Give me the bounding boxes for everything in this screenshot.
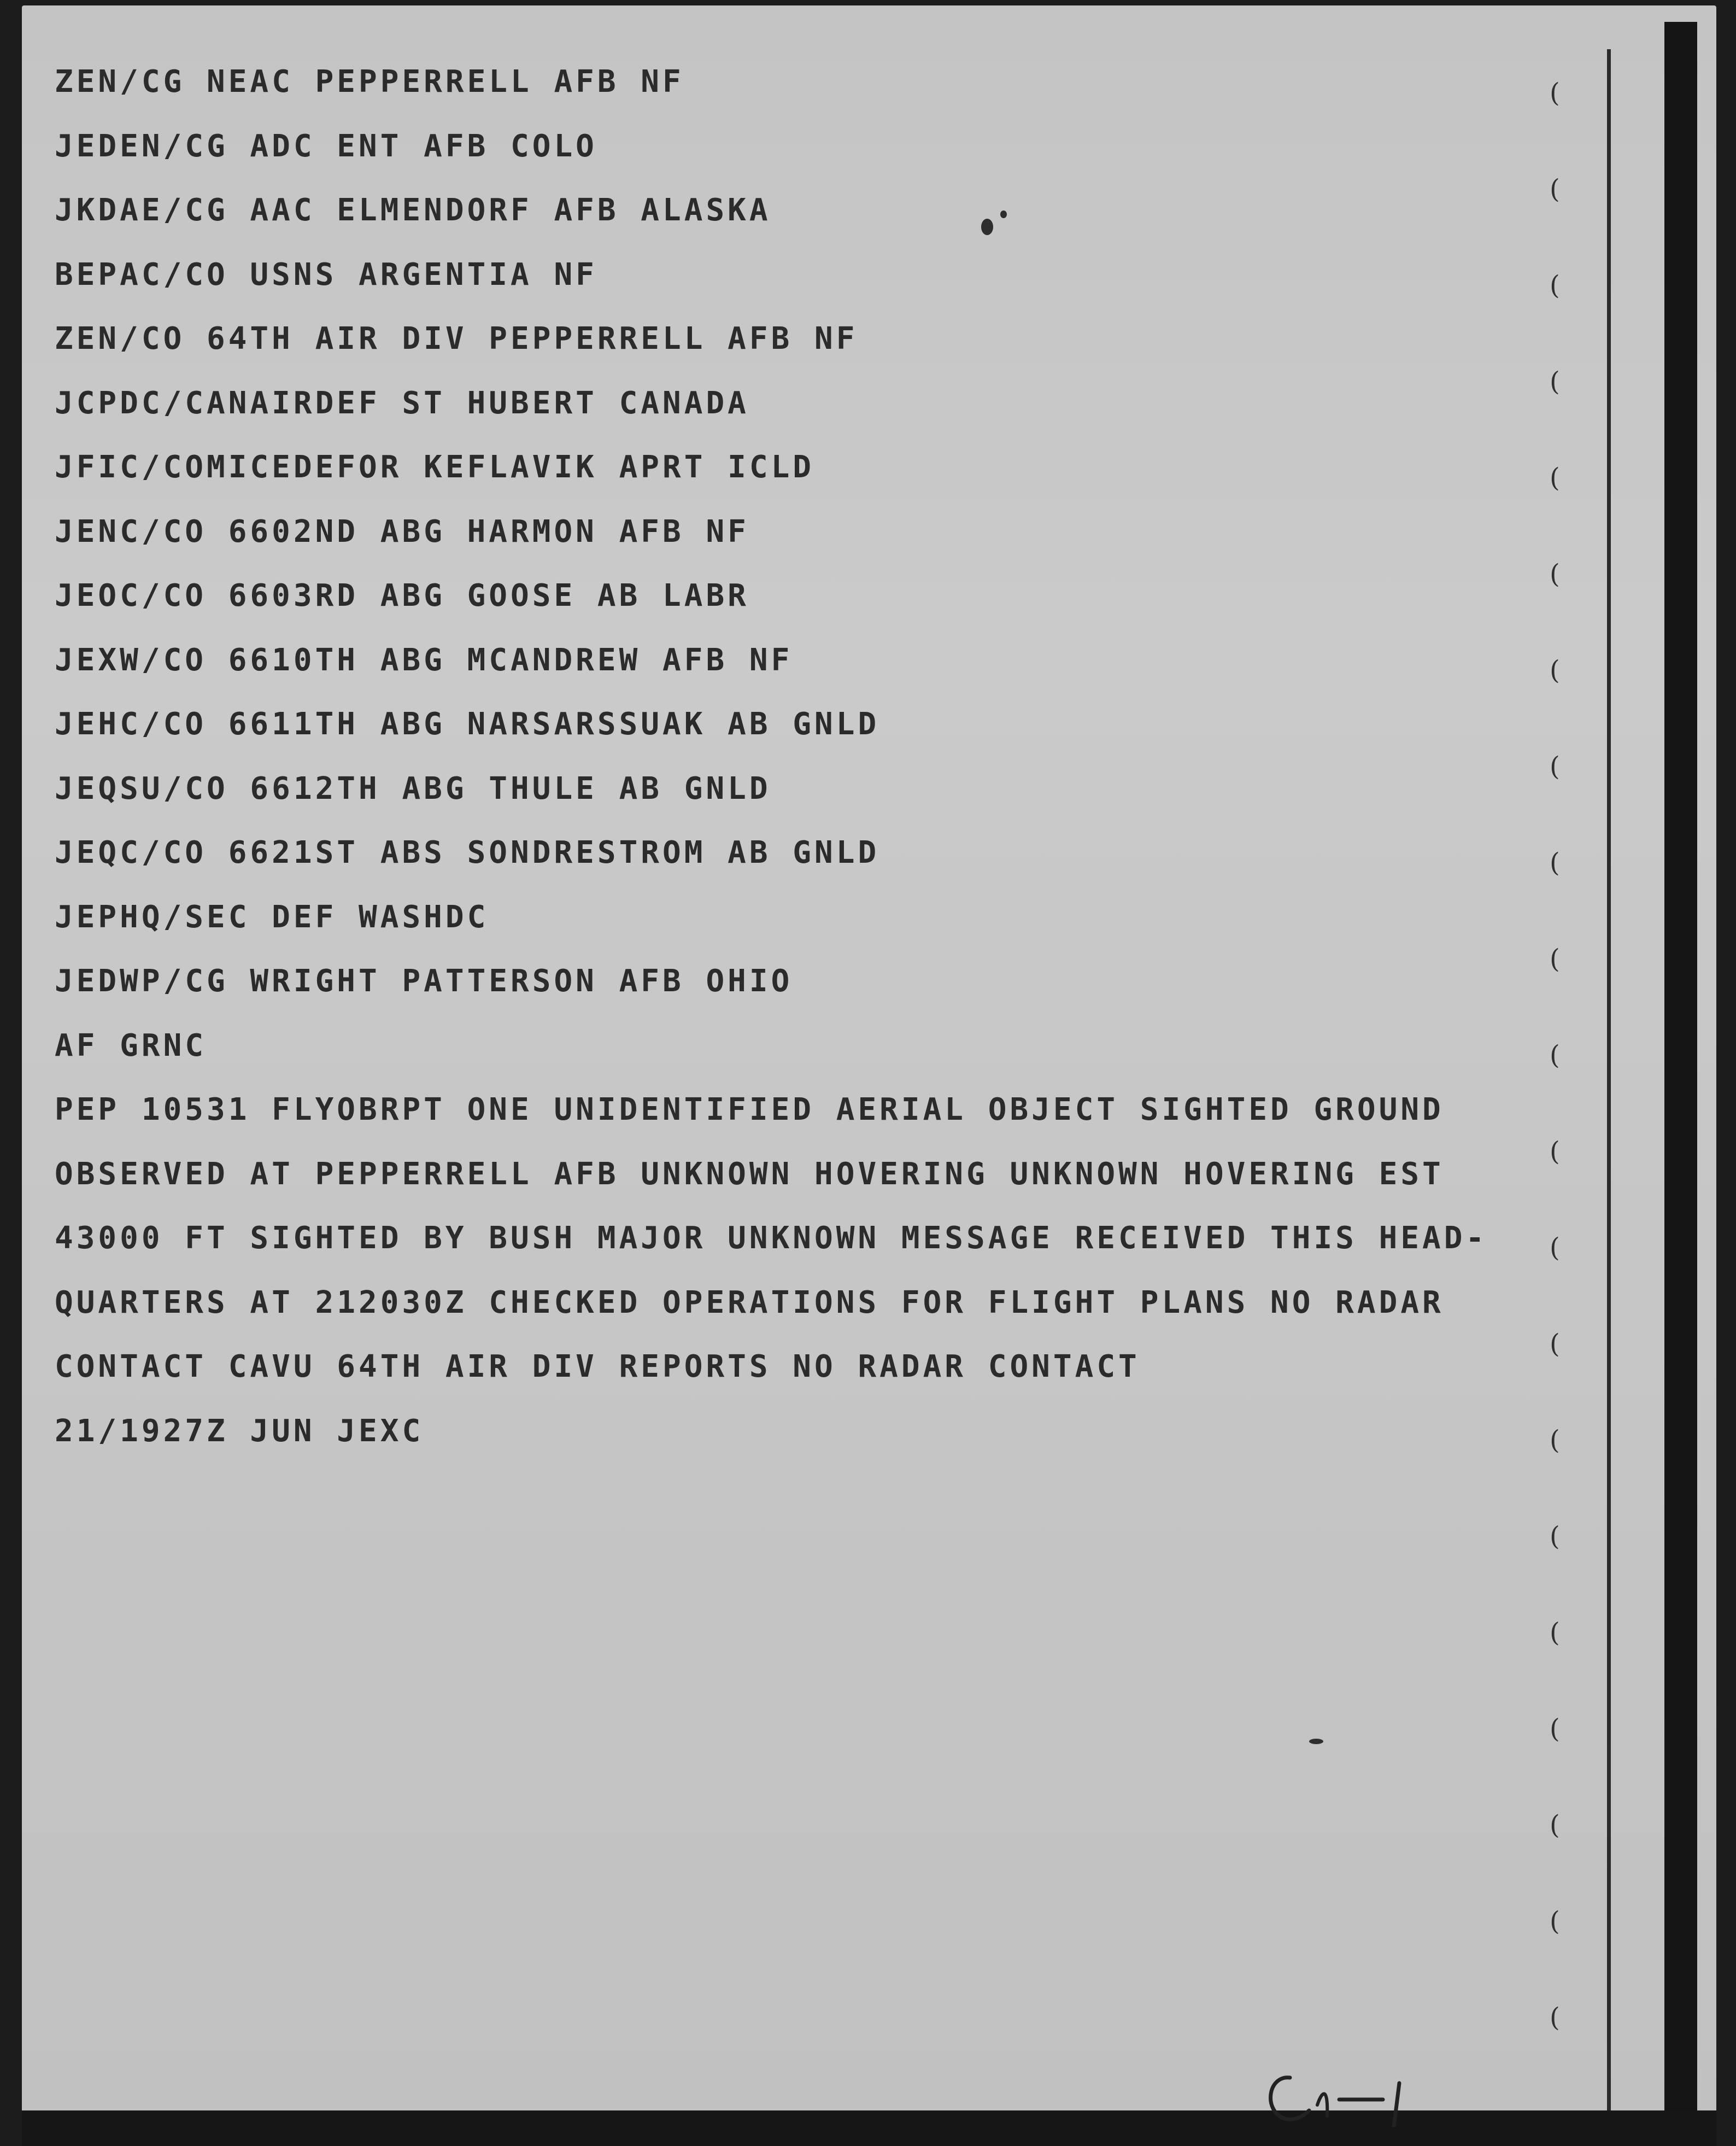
- address-line: JEOC/CO 6603RD ABG GOOSE AB LABR: [55, 578, 749, 613]
- message-body-line: CONTACT CAVU 64TH AIR DIV REPORTS NO RADAR CONTACT: [55, 1349, 1140, 1384]
- ink-smudge: [1000, 210, 1007, 218]
- margin-mark: (: [1550, 78, 1560, 108]
- date-time-group: 21/1927Z JUN JEXC: [55, 1413, 424, 1449]
- margin-mark: (: [1550, 1617, 1560, 1648]
- address-line: JENC/CO 6602ND ABG HARMON AFB NF: [55, 513, 749, 549]
- margin-mark: (: [1550, 751, 1560, 782]
- address-line: AF GRNC: [55, 1027, 207, 1063]
- margin-mark: (: [1550, 174, 1560, 204]
- message-body-line: PEP 10531 FLYOBRPT ONE UNIDENTIFIED AERIAL OBJECT SIGHTED GROUND: [55, 1092, 1444, 1127]
- address-line: JEDEN/CG ADC ENT AFB COLO: [55, 128, 597, 164]
- address-line: JKDAE/CG AAC ELMENDORF AFB ALASKA: [55, 192, 771, 228]
- address-line: JEXW/CO 6610TH ABG MCANDREW AFB NF: [55, 642, 793, 678]
- ink-smudge: [1309, 1739, 1323, 1744]
- margin-mark: (: [1550, 1425, 1560, 1455]
- margin-mark: (: [1550, 559, 1560, 589]
- margin-mark: (: [1550, 847, 1560, 878]
- message-body-line: QUARTERS AT 212030Z CHECKED OPERATIONS FOR FLIGHT PLANS NO RADAR: [55, 1284, 1444, 1320]
- margin-mark: (: [1550, 1810, 1560, 1840]
- address-line: JEQSU/CO 6612TH ABG THULE AB GNLD: [55, 770, 771, 806]
- margin-marks: [1550, 77, 1571, 2097]
- margin-mark: (: [1550, 366, 1560, 397]
- margin-mark: (: [1550, 1329, 1560, 1359]
- margin-mark: (: [1550, 1136, 1560, 1167]
- address-line: JEDWP/CG WRIGHT PATTERSON AFB OHIO: [55, 963, 793, 999]
- ink-smudge: [981, 219, 993, 235]
- message-body-line: OBSERVED AT PEPPERRELL AFB UNKNOWN HOVERING UNKNOWN HOVERING EST: [55, 1156, 1444, 1192]
- address-line: BEPAC/CO USNS ARGENTIA NF: [55, 256, 597, 293]
- address-line: JFIC/COMICEDEFOR KEFLAVIK APRT ICLD: [55, 449, 815, 485]
- margin-mark: (: [1550, 463, 1560, 493]
- scan-border-right: [1664, 22, 1697, 2132]
- address-line: ZEN/CO 64TH AIR DIV PEPPERRELL AFB NF: [55, 321, 858, 356]
- margin-mark: (: [1550, 1040, 1560, 1071]
- address-line: JEHC/CO 6611TH ABG NARSARSSUAK AB GNLD: [55, 706, 880, 742]
- address-line: JEQC/CO 6621ST ABS SONDRESTROM AB GNLD: [55, 835, 880, 870]
- margin-mark: (: [1550, 1232, 1560, 1263]
- margin-mark: (: [1550, 1906, 1560, 1937]
- teletype-message: [55, 60, 1585, 1473]
- address-line: JEPHQ/SEC DEF WASHDC: [55, 899, 489, 935]
- margin-mark: (: [1550, 655, 1560, 686]
- handwritten-signature: [1257, 2067, 1465, 2127]
- margin-mark: (: [1550, 944, 1560, 974]
- margin-mark: (: [1550, 1714, 1560, 1744]
- margin-mark: (: [1550, 270, 1560, 301]
- message-body-line: 43000 FT SIGHTED BY BUSH MAJOR UNKNOWN MESSAGE RECEIVED THIS HEAD-: [55, 1220, 1488, 1256]
- address-line: ZEN/CG NEAC PEPPERRELL AFB NF: [55, 64, 684, 100]
- address-line: JCPDC/CANAIRDEF ST HUBERT CANADA: [55, 385, 749, 421]
- margin-mark: (: [1550, 2002, 1560, 2033]
- page-edge-line: [1607, 49, 1611, 2116]
- margin-mark: (: [1550, 1521, 1560, 1552]
